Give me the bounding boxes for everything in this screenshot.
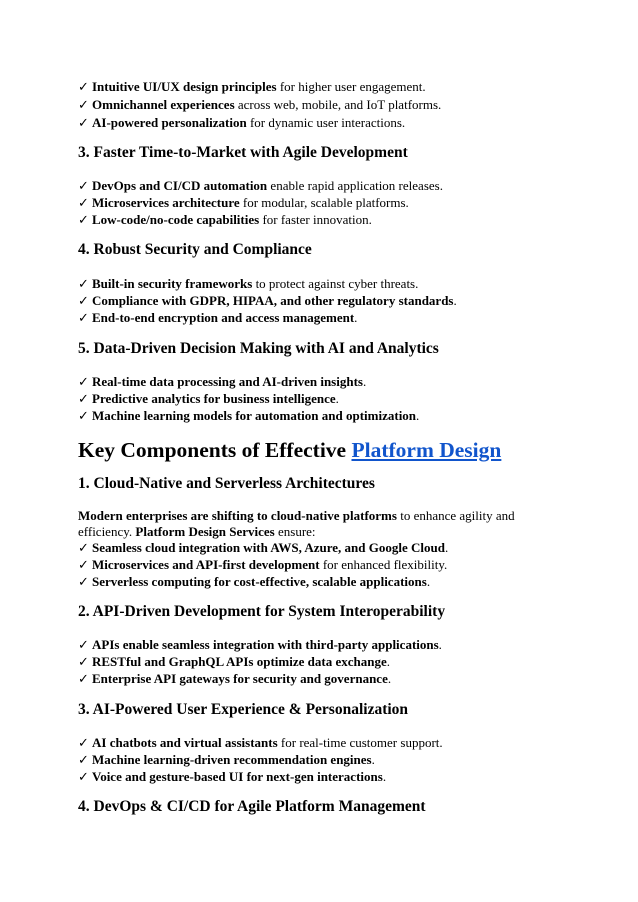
check-icon: ✓ [78, 637, 89, 652]
section-heading: 3. AI-Powered User Experience & Personalization [78, 701, 409, 718]
item-text: to protect against cyber threats. [252, 276, 419, 291]
check-icon: ✓ [78, 178, 89, 193]
item-bold-text: AI chatbots and virtual assistants [92, 735, 278, 750]
list-item [78, 97, 441, 113]
check-icon: ✓ [78, 735, 89, 750]
para-text: efficiency. [78, 524, 136, 539]
list-item [78, 178, 443, 194]
list-item [78, 654, 390, 670]
check-icon: ✓ [78, 310, 89, 325]
item-bold-text: Voice and gesture-based UI for next-gen interactions [92, 769, 383, 784]
check-icon: ✓ [78, 79, 89, 94]
check-icon: ✓ [78, 671, 89, 686]
item-text: . [335, 391, 339, 406]
section-heading: 1. Cloud-Native and Serverless Architectures [78, 475, 375, 492]
list-item [78, 408, 419, 424]
item-text: enable rapid application releases. [267, 178, 443, 193]
item-bold-text: Built-in security frameworks [92, 276, 253, 291]
section-heading: 5. Data-Driven Decision Making with AI and Analytics [78, 340, 439, 357]
list-item [78, 671, 391, 687]
item-text: . [354, 310, 358, 325]
check-icon: ✓ [78, 391, 89, 406]
item-text: . [453, 293, 457, 308]
page-title [78, 436, 501, 464]
item-bold-text: Low-code/no-code capabilities [92, 212, 260, 227]
check-icon: ✓ [78, 752, 89, 767]
check-icon: ✓ [78, 115, 89, 130]
item-bold-text: End-to-end encryption and access management [92, 310, 355, 325]
item-text: across web, mobile, and IoT platforms. [234, 97, 442, 112]
item-text: . [426, 574, 431, 589]
item-bold-text: RESTful and GraphQL APIs optimize data exchange [92, 654, 387, 669]
para-text: ensure: [274, 524, 316, 539]
check-icon: ✓ [78, 276, 89, 291]
check-icon: ✓ [78, 769, 89, 784]
title-text: Key Components of Effective [78, 438, 352, 462]
para-text: to enhance agility and [396, 508, 515, 523]
item-text: . [444, 540, 449, 555]
paragraph-line [78, 524, 316, 540]
check-icon: ✓ [78, 97, 89, 112]
item-bold-text: Machine learning-driven recommendation engines [92, 752, 372, 767]
item-text: for modular, scalable platforms. [239, 195, 409, 210]
item-bold-text: Compliance with GDPR, HIPAA, and other regulatory standards [92, 293, 454, 308]
list-item [78, 540, 448, 556]
list-item [78, 293, 457, 309]
check-icon: ✓ [78, 408, 89, 423]
item-bold-text: Microservices architecture [92, 195, 240, 210]
list-item [78, 374, 366, 390]
item-text: for enhanced flexibility. [319, 557, 448, 572]
item-bold-text: Omnichannel experiences [92, 97, 235, 112]
list-item [78, 752, 375, 768]
item-bold-text: AI-powered personalization [92, 115, 247, 130]
item-text: . [371, 752, 375, 767]
item-bold-text: Serverless computing for cost-effective, scalable applications [92, 574, 427, 589]
item-text: . [362, 374, 367, 389]
list-item [78, 276, 418, 292]
platform-design-link[interactable]: Platform Design [351, 438, 502, 462]
paragraph-line [78, 508, 515, 524]
item-bold-text: Real-time data processing and AI-driven insights [92, 374, 363, 389]
item-bold-text: Seamless cloud integration with AWS, Azure, and Google Cloud [92, 540, 445, 555]
item-bold-text: Enterprise API gateways for security and governance [92, 671, 388, 686]
check-icon: ✓ [78, 293, 89, 308]
list-item [78, 391, 339, 407]
check-icon: ✓ [78, 654, 89, 669]
para-bold-text: Platform Design Services [135, 524, 275, 539]
item-text: . [386, 654, 390, 669]
check-icon: ✓ [78, 195, 89, 210]
list-item [78, 115, 405, 131]
section-heading: 4. Robust Security and Compliance [78, 241, 312, 258]
item-text: . [438, 637, 442, 652]
item-bold-text: Microservices and API-first development [92, 557, 320, 572]
section-heading: 2. API-Driven Development for System Interoperability [78, 603, 446, 620]
list-item [78, 212, 372, 228]
list-item [78, 637, 442, 653]
list-item [78, 310, 357, 326]
section-heading: 4. DevOps & CI/CD for Agile Platform Management [78, 798, 426, 815]
item-bold-text: APIs enable seamless integration with third-party applications [92, 637, 439, 652]
check-icon: ✓ [78, 540, 89, 555]
section-heading: 3. Faster Time-to-Market with Agile Development [78, 144, 408, 161]
para-bold-text: Modern enterprises are shifting to cloud-native platforms [78, 508, 397, 523]
list-item [78, 79, 426, 95]
list-item [78, 574, 430, 590]
item-bold-text: Intuitive UI/UX design principles [92, 79, 277, 94]
list-item [78, 195, 409, 211]
item-bold-text: DevOps and CI/CD automation [92, 178, 268, 193]
check-icon: ✓ [78, 557, 89, 572]
check-icon: ✓ [78, 374, 89, 389]
item-bold-text: Machine learning models for automation and optimization [92, 408, 417, 423]
list-item [78, 735, 443, 751]
item-text: for real-time customer support. [277, 735, 443, 750]
item-bold-text: Predictive analytics for business intelligence [92, 391, 336, 406]
list-item [78, 769, 386, 785]
item-text: for dynamic user interactions. [246, 115, 406, 130]
item-text: . [387, 671, 392, 686]
item-text: . [382, 769, 387, 784]
item-text: for faster innovation. [259, 212, 372, 227]
item-text: . [416, 408, 420, 423]
check-icon: ✓ [78, 212, 89, 227]
list-item [78, 557, 447, 573]
item-text: for higher user engagement. [276, 79, 426, 94]
check-icon: ✓ [78, 574, 89, 589]
